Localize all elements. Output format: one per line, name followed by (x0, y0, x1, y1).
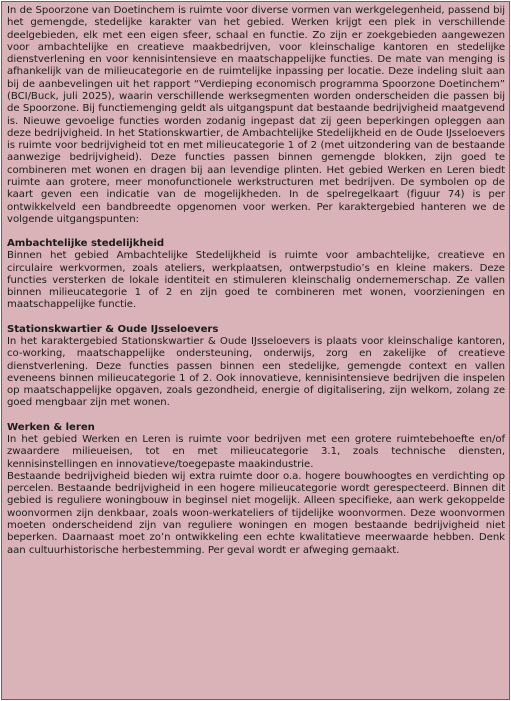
intro-paragraph: In de Spoorzone van Doetinchem is ruimte voor diverse vormen van werkgelegenheid, passend bij het gemengde, stedelijke karakter van het gebied. Werken krijgt een plek in verschillende deelgebieden, elk met een eigen sfeer, schaal en functie. Zo zijn er zoekgebieden aangewezen voor ambachtelijke en creatieve maakbedrijven, voor kleinschalige kantoren en stedelijke dienstverlening en voor kennisintensieve en maatschappelijke functies. De mate van menging is afhankelijk van de milieucategorie en de ruimtelijke inpassing per locatie. Deze indeling sluit aan bij de aanbevelingen uit het rapport “Verdieping economisch programma Spoorzone Doetinchem” (BCI/Buck, juli 2025), waarin verschillende werksegmenten worden onderscheiden die passen bij de Spoorzone. Bij functiemenging geldt als uitgangspunt dat bestaande bedrijvigheid maatgevend is. Nieuwe gevoelige functies worden zodanig ingepast dat zij geen beperkingen opleggen aan deze bedrijvigheid. In het Stationskwartier, de Ambachtelijke Stedelijkheid en de Oude IJsseloevers is ruimte voor bedrijvigheid tot en met milieucategorie 1 of 2 (met uitzondering van de bestaande aanwezige bedrijvigheid). Deze functies passen binnen gemengde blokken, zijn goed te combineren met wonen en dragen bij aan levendige plinten. Het gebied Werken en Leren biedt ruimte aan grotere, meer monofunctionele werkstructuren met bedrijven. De symbolen op de kaart geven een indicatie van de mogelijkheden. In de spelregelkaart (figuur 74) is per ontwikkelveld een bandbreedte opgenomen voor werken. Per karaktergebied hanteren we de volgende uitgangspunten: (7, 5, 505, 225)
section-body: In het karaktergebied Stationskwartier & Oude IJsseloevers is plaats voor kleinschalige kantoren, co-working, maatschappelijke ondersteuning, onderwijs, zorg en zakelijke of creatieve dienstverlening. Deze functies passen binnen een stedelijke, gemengde context en vallen eveneens binnen milieucategorie 1 of 2. Ook innovatieve, kennisintensieve bedrijven die inspelen op maatschappelijke opgaven, zoals gezondheid, energie of digitalisering, zijn welkom, zolang ze goed mengbaar zijn met wonen. (7, 336, 505, 409)
section-body: In het gebied Werken en Leren is ruimte voor bedrijven met een grotere ruimtebehoefte en/of zwaardere milieueisen, tot en met milieucategorie 3.1, zoals technische diensten, kennisinstellingen en innovatieve/toegepaste maakindustrie. (7, 434, 505, 470)
section-heading: Werken & leren (7, 421, 95, 433)
text-panel (1, 1, 510, 700)
section-heading: Stationskwartier & Oude IJsseloevers (7, 323, 219, 335)
section-stationskwartier (7, 324, 505, 410)
section-werken-en-leren (7, 422, 505, 557)
section-body-continued: Bestaande bedrijvigheid bieden wij extra ruimte door o.a. hogere bouwhoogtes en verdichting op percelen. Bestaande bedrijvigheid in een hogere milieucategorie wordt gerespecteerd. Binnen dit gebied is reguliere woningbouw in beginsel niet mogelijk. Alleen specifieke, aan werk gekoppelde woonvormen zijn denkbaar, zoals woon-werkateliers of tijdelijke woonvormen. Deze woonvormen moeten onderscheidend zijn van reguliere woningen en mogen bestaande bedrijvigheid niet beperken. Daarnaast moet zo’n ontwikkeling een echte kwalitatieve meerwaarde hebben. Denk aan cultuurhistorische herbestemming. Per geval wordt er afweging gemaakt. (7, 470, 505, 556)
section-body: Binnen het gebied Ambachtelijke Stedelijkheid is ruimte voor ambachtelijke, creatieve en circulaire werkvormen, zoals ateliers, werkplaatsen, ontwerpstudio’s en kleine makers. Deze functies versterken de lokale identiteit en stimuleren kleinschalig ondernemerschap. Ze vallen binnen milieucategorie 1 of 2 en zijn goed te combineren met wonen, voorzieningen en maatschappelijke functie. (7, 250, 505, 311)
section-ambachtelijke-stedelijkheid (7, 238, 505, 312)
section-heading: Ambachtelijke stedelijkheid (7, 238, 165, 250)
